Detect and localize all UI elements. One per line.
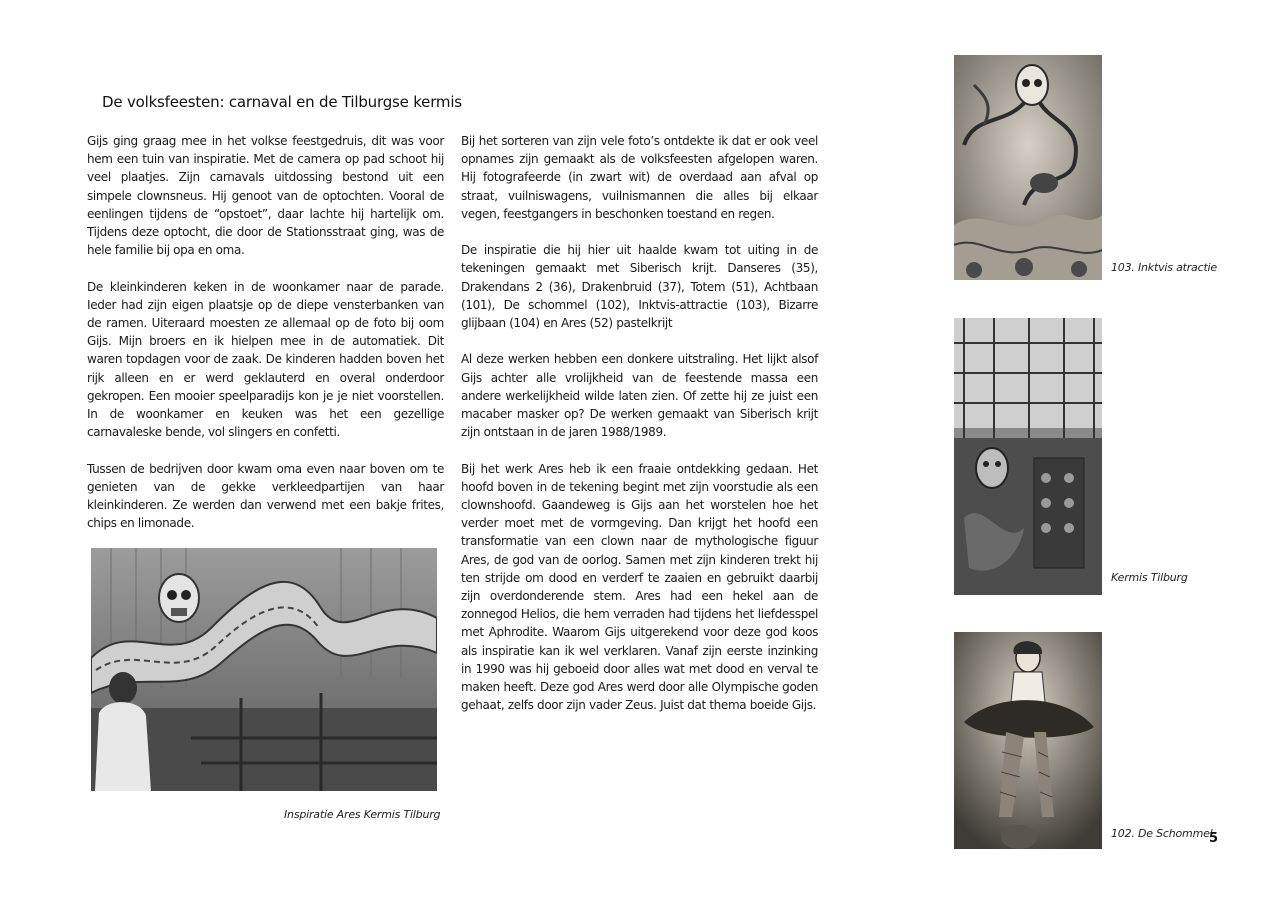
- paragraph: Al deze werken hebben een donkere uitstraling. Het lijkt alsof Gijs achter alle vrolijkheid van de feestende massa een andere werkelijkheid wilde laten zien. Of zette hij ze juist een macaber masker op? De werken gemaakt van Siberisch krijt zijn ontstaan in de jaren 1988/1989.: [461, 352, 818, 440]
- ares-kermis-photo: [91, 548, 437, 791]
- inktvis-drawing: [954, 55, 1102, 280]
- kermis-caption: Kermis Tilburg: [1111, 571, 1188, 584]
- paragraph: De kleinkinderen keken in de woonkamer naar de parade. Ieder had zijn eigen plaatsje op de diepe vensterbanken van de ramen. Uiteraard moesten ze allemaal op de foto bij oom Gijs. Mijn broers en ik hielpen mee in de automatiek. Dit waren topdagen voor de zaak. De kinderen hadden boven het rijk alleen en er werd geklauterd en overal onderdoor gekropen. Een mooier speelparadijs kon je je niet voorstellen. In de woonkamer en keuken was het een gezellige carnavaleske bende, vol slingers en confetti.: [87, 279, 444, 440]
- ares-photo-caption: Inspiratie Ares Kermis Tilburg: [284, 808, 441, 821]
- text-column-middle: [461, 132, 818, 733]
- paragraph: Bij het sorteren van zijn vele foto’s ontdekte ik dat er ook veel opnames zijn gemaakt als de volksfeesten afgelopen waren. Hij fotografeerde (in zwart wit) de overdaad aan afval op straat, vuilniswagens, vuilnismannen die alles bij elkaar vegen, feestgangers in beschonken toestand en regen.: [461, 134, 818, 221]
- paragraph: Gijs ging graag mee in het volkse feestgedruis, dit was voor hem een tuin van inspiratie. Met de camera op pad schoot hij veel plaatjes. Zijn carnavals uitdossing bestond uit een simpele clownsneus. Hij genoot van de optochten. Vooral de eenlingen tijdens de “opstoet”, daar lachte hij hartelijk om. Tijdens deze optocht, die door de Stationsstraat ging, was de hele familie bij opa en oma.: [87, 134, 444, 258]
- schommel-caption: 102. De Schommel: [1111, 827, 1213, 840]
- page-title: De volksfeesten: carnaval en de Tilburgse kermis: [102, 93, 462, 111]
- paragraph: Bij het werk Ares heb ik een fraaie ontdekking gedaan. Het hoofd boven in de tekening begint met zijn voorstudie als een clownshoofd. Gaandeweg is Gijs aan het worstelen hoe het verder moet met de vormgeving. Dan krijgt het hoofd een transformatie van een clown naar de mythologische figuur Ares, de god van de oorlog. Samen met zijn kinderen trekt hij ten strijde om dood en verderf te zaaien en gebruikt daarbij zijn overdonderende stem. Ares had een hekel aan de zonnegod Helios, die hem verraden had tijdens het liefdesspel met Aphrodite. Waarom Gijs uitgerekend voor deze god koos als inspiratie kan ik wel verklaren. Vanaf zijn eerste inzinking in 1990 was hij geboeid door alles wat met dood en verval te maken heeft. Deze god Ares werd door alle Olympische goden gehaat, zelfs door zijn vader Zeus. Juist dat thema boeide Gijs.: [461, 461, 818, 713]
- page-number: 5: [1209, 831, 1219, 846]
- kermis-tilburg-photo: [954, 318, 1102, 595]
- schommel-drawing: [954, 632, 1102, 849]
- text-column-left: [87, 132, 444, 551]
- paragraph: De inspiratie die hij hier uit haalde kwam tot uiting in de tekeningen gemaakt met Siberisch krijt. Danseres (35), Drakendans 2 (36), Drakenbruid (37), Totem (51), Achtbaan (101), De schommel (102), Inktvis-attractie (103), Bizarre glijbaan (104) en Ares (52) pastelkrijt: [461, 243, 818, 331]
- paragraph: Tussen de bedrijven door kwam oma even naar boven om te genieten van de gekke verkleedpartijen van haar kleinkinderen. Ze werden dan verwend met een bakje frites, chips en limonade.: [87, 461, 444, 531]
- inktvis-caption: 103. Inktvis atractie: [1111, 261, 1217, 274]
